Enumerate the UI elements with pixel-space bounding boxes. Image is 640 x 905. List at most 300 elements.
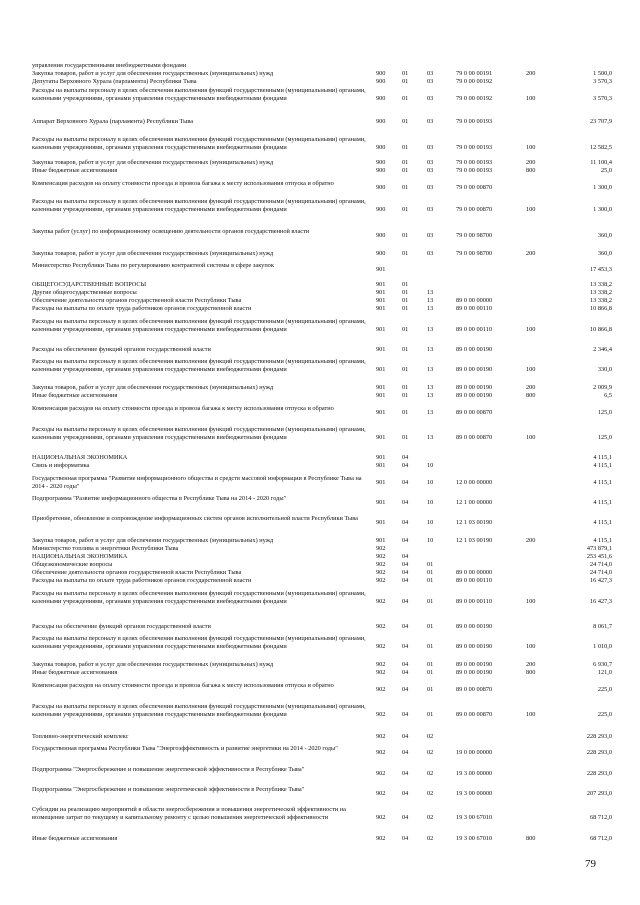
table-row <box>0 661 640 669</box>
table-row <box>0 682 640 697</box>
cell-sum: 125,0 <box>597 434 612 441</box>
cell-pr: 02 <box>427 790 434 797</box>
table-row <box>0 78 640 86</box>
table-row <box>0 561 640 569</box>
cell-pr: 03 <box>427 206 434 213</box>
row-name: Расходы на выплаты персоналу в целях обеспечения выполнения функций государственными (муниципальными) органами, казенными учреждениями, органами управления государственными внебюджетными фондами <box>32 198 366 213</box>
cell-rz: 01 <box>402 434 409 441</box>
table-row <box>0 669 640 677</box>
cell-vr: 100 <box>526 144 536 151</box>
cell-pr: 01 <box>427 686 434 693</box>
row-name: Другие общегосударственные вопросы <box>32 289 137 296</box>
cell-cs: 89 0 00 00190 <box>456 669 493 676</box>
cell-pr: 13 <box>427 384 434 391</box>
cell-pr: 03 <box>427 159 434 166</box>
table-row <box>0 475 640 490</box>
cell-sum: 473 879,1 <box>586 545 612 552</box>
row-name: Расходы на выплаты персоналу в целях обеспечения выполнения функций государственными (муниципальными) органами, казенными учреждениями, органами управления государственными внебюджетными фондами <box>32 703 366 718</box>
cell-cs: 79 0 00 00870 <box>456 206 493 213</box>
cell-pr: 01 <box>427 569 434 576</box>
row-name: Иные бюджетные ассигнования <box>32 167 118 174</box>
cell-cs: 12 1 03 00190 <box>456 519 493 526</box>
row-name: Топливно-энергетический комплекс <box>32 733 129 740</box>
cell-sum: 330,0 <box>597 366 612 373</box>
table-row <box>0 281 640 289</box>
cell-pr: 03 <box>427 167 434 174</box>
cell-ved: 901 <box>376 434 386 441</box>
cell-pr: 03 <box>427 144 434 151</box>
cell-ved: 901 <box>376 346 386 353</box>
cell-pr: 03 <box>427 250 434 257</box>
table-row <box>0 590 640 613</box>
cell-sum: 23 707,9 <box>589 118 612 125</box>
cell-cs: 19 3 00 67010 <box>456 814 493 821</box>
cell-ved: 901 <box>376 392 386 399</box>
page-number: 79 <box>585 858 596 870</box>
row-name: Расходы на выплаты персоналу в целях обеспечения выполнения функций государственными (муниципальными) органами, казенными учреждениями, органами управления государственными внебюджетными фондами <box>32 426 366 441</box>
cell-ved: 901 <box>376 499 386 506</box>
cell-cs: 89 0 00 00190 <box>456 346 493 353</box>
table-row <box>0 228 640 243</box>
table-row <box>0 318 640 341</box>
cell-rz: 01 <box>402 409 409 416</box>
cell-pr: 01 <box>427 623 434 630</box>
cell-cs: 19 0 00 00000 <box>456 749 493 756</box>
table-row <box>0 305 640 313</box>
table-row <box>0 392 640 400</box>
cell-rz: 01 <box>402 305 409 312</box>
table-row <box>0 118 640 126</box>
cell-rz: 04 <box>402 669 409 676</box>
cell-sum: 3 570,3 <box>593 95 612 102</box>
row-name: Министерство Республики Тыва по регулированию контрактной системы в сфере закупок <box>32 262 274 269</box>
cell-sum: 13 338,2 <box>589 281 612 288</box>
table-row <box>0 159 640 167</box>
cell-sum: 68 712,0 <box>589 835 612 842</box>
cell-ved: 900 <box>376 159 386 166</box>
cell-vr: 200 <box>526 250 536 257</box>
table-row <box>0 426 640 449</box>
table-row <box>0 250 640 258</box>
cell-pr: 02 <box>427 733 434 740</box>
row-name: Расходы на выплаты персоналу в целях обеспечения выполнения функций государственными (муниципальными) органами, казенными учреждениями, органами управления государственными внебюджетными фондами <box>32 318 366 333</box>
table-row <box>0 198 640 221</box>
cell-ved: 902 <box>376 569 386 576</box>
table-row <box>0 515 640 530</box>
cell-rz: 01 <box>402 392 409 399</box>
cell-rz: 04 <box>402 790 409 797</box>
cell-vr: 200 <box>526 384 536 391</box>
cell-cs: 89 0 00 00190 <box>456 623 493 630</box>
cell-sum: 13 338,2 <box>589 289 612 296</box>
cell-cs: 89 0 00 00110 <box>456 598 492 605</box>
cell-ved: 902 <box>376 814 386 821</box>
cell-sum: 3 570,3 <box>593 78 612 85</box>
cell-rz: 04 <box>402 499 409 506</box>
cell-sum: 25,0 <box>600 167 612 174</box>
table-row <box>0 766 640 781</box>
row-name: Расходы на выплаты персоналу в целях обеспечения выполнения функций государственными (муниципальными) органами, казенными учреждениями, органами управления государственными внебюджетными фондами <box>32 87 366 102</box>
cell-vr: 200 <box>526 159 536 166</box>
cell-rz: 04 <box>402 561 409 568</box>
row-name: ОБЩЕГОСУДАРСТВЕННЫЕ ВОПРОСЫ <box>32 281 147 288</box>
cell-ved: 901 <box>376 479 386 486</box>
cell-rz: 01 <box>402 206 409 213</box>
cell-cs: 89 0 00 00110 <box>456 305 492 312</box>
cell-sum: 4 115,1 <box>593 454 612 461</box>
cell-pr: 13 <box>427 289 434 296</box>
cell-ved: 902 <box>376 553 386 560</box>
table-row <box>0 733 640 741</box>
row-name: Иные бюджетные ассигнования <box>32 392 118 399</box>
cell-cs: 12 1 00 00000 <box>456 499 493 506</box>
cell-ved: 900 <box>376 184 386 191</box>
row-name: Связь и информатика <box>32 462 90 469</box>
cell-rz: 04 <box>402 749 409 756</box>
row-name: Расходы на выплаты персоналу в целях обеспечения выполнения функций государственными (муниципальными) органами, казенными учреждениями, органами управления государственными внебюджетными фондами <box>32 136 366 151</box>
cell-sum: 17 453,3 <box>589 266 612 273</box>
cell-sum: 4 115,1 <box>593 479 612 486</box>
cell-pr: 03 <box>427 118 434 125</box>
cell-pr: 10 <box>427 499 434 506</box>
cell-pr: 02 <box>427 749 434 756</box>
cell-ved: 902 <box>376 643 386 650</box>
table-row <box>0 358 640 381</box>
cell-ved: 900 <box>376 95 386 102</box>
cell-rz: 01 <box>402 118 409 125</box>
cell-rz: 01 <box>402 346 409 353</box>
cell-ved: 900 <box>376 70 386 77</box>
cell-cs: 89 0 00 00000 <box>456 569 493 576</box>
cell-sum: 13 338,2 <box>589 297 612 304</box>
cell-cs: 12 1 03 00190 <box>456 537 493 544</box>
cell-rz: 04 <box>402 814 409 821</box>
cell-ved: 902 <box>376 561 386 568</box>
cell-pr: 13 <box>427 297 434 304</box>
row-name: Аппарат Верховного Хурала (парламента) Республики Тыва <box>32 118 194 125</box>
cell-cs: 79 0 00 00192 <box>456 78 493 85</box>
cell-ved: 901 <box>376 519 386 526</box>
cell-pr: 01 <box>427 661 434 668</box>
cell-ved: 902 <box>376 749 386 756</box>
cell-rz: 04 <box>402 770 409 777</box>
row-name: Государственная программа Республики Тыва "Энергоэффективность и развитие энергетики на 2014 - 2020 годы" <box>32 745 338 752</box>
cell-ved: 900 <box>376 232 386 239</box>
cell-rz: 01 <box>402 281 409 288</box>
table-row <box>0 289 640 297</box>
cell-ved: 902 <box>376 577 386 584</box>
row-name: Субсидии на реализацию мероприятий в области энергосбережения и повышения энергетической эффективности на возмещение затрат по текущему и капитальному ремонту с целью повышения энергетической эффективности <box>32 806 346 821</box>
table-row <box>0 87 640 110</box>
cell-rz: 04 <box>402 479 409 486</box>
cell-cs: 79 0 00 00193 <box>456 159 493 166</box>
table-row <box>0 346 640 354</box>
cell-pr: 02 <box>427 835 434 842</box>
cell-pr: 13 <box>427 346 434 353</box>
cell-sum: 228 293,0 <box>586 733 612 740</box>
cell-ved: 901 <box>376 266 386 273</box>
table-row <box>0 70 640 78</box>
row-name: Компенсация расходов на оплату стоимости проезда и провоза багажа к месту использования отпуска и обратно <box>32 682 334 689</box>
cell-ved: 900 <box>376 78 386 85</box>
cell-vr: 200 <box>526 70 536 77</box>
cell-pr: 13 <box>427 409 434 416</box>
cell-sum: 4 115,1 <box>593 499 612 506</box>
cell-ved: 901 <box>376 384 386 391</box>
table-row <box>0 136 640 159</box>
cell-pr: 03 <box>427 184 434 191</box>
cell-cs: 89 0 00 00190 <box>456 643 493 650</box>
cell-cs: 19 3 00 00000 <box>456 770 493 777</box>
cell-rz: 01 <box>402 78 409 85</box>
table-row <box>0 545 640 553</box>
cell-rz: 01 <box>402 326 409 333</box>
cell-cs: 19 3 00 67010 <box>456 835 493 842</box>
cell-cs: 79 0 00 00193 <box>456 118 493 125</box>
cell-pr: 03 <box>427 78 434 85</box>
cell-sum: 225,0 <box>597 686 612 693</box>
cell-cs: 79 0 00 00191 <box>456 70 493 77</box>
table-row <box>0 62 640 70</box>
cell-cs: 89 0 00 00190 <box>456 366 493 373</box>
cell-cs: 89 0 00 00000 <box>456 297 493 304</box>
table-row <box>0 806 640 829</box>
cell-pr: 13 <box>427 392 434 399</box>
row-name: Расходы на обеспечение функций органов государственной власти <box>32 346 211 353</box>
cell-rz: 04 <box>402 519 409 526</box>
cell-ved: 902 <box>376 686 386 693</box>
cell-sum: 1 300,0 <box>593 206 612 213</box>
cell-pr: 10 <box>427 479 434 486</box>
cell-ved: 902 <box>376 661 386 668</box>
table-row <box>0 835 640 843</box>
cell-pr: 01 <box>427 711 434 718</box>
table-row <box>0 297 640 305</box>
row-name: Государственная программа "Развитие информационного общества и средств массовой информации в Республике Тыва на 2014 - 2020 годы" <box>32 475 362 490</box>
row-name: Закупка товаров, работ и услуг для обеспечения государственных (муниципальных) нужд <box>32 250 274 257</box>
cell-rz: 04 <box>402 623 409 630</box>
cell-rz: 04 <box>402 537 409 544</box>
cell-rz: 01 <box>402 184 409 191</box>
cell-sum: 6 930,7 <box>593 661 612 668</box>
cell-pr: 03 <box>427 95 434 102</box>
cell-cs: 79 0 00 98700 <box>456 250 493 257</box>
row-name: Расходы на выплаты персоналу в целях обеспечения выполнения функций государственными (муниципальными) органами, казенными учреждениями, органами управления государственными внебюджетными фондами <box>32 358 366 373</box>
cell-ved: 902 <box>376 669 386 676</box>
cell-sum: 121,0 <box>597 669 612 676</box>
cell-rz: 04 <box>402 733 409 740</box>
cell-cs: 89 0 00 00110 <box>456 577 492 584</box>
row-name: Закупка товаров, работ и услуг для обеспечения государственных (муниципальных) нужд <box>32 159 274 166</box>
cell-ved: 902 <box>376 733 386 740</box>
cell-pr: 13 <box>427 305 434 312</box>
cell-sum: 1 500,0 <box>593 70 612 77</box>
table-row <box>0 577 640 585</box>
cell-pr: 10 <box>427 537 434 544</box>
cell-ved: 901 <box>376 305 386 312</box>
cell-sum: 24 714,0 <box>589 569 612 576</box>
cell-sum: 2 009,9 <box>593 384 612 391</box>
table-row <box>0 553 640 561</box>
cell-cs: 79 0 00 00193 <box>456 167 493 174</box>
cell-rz: 04 <box>402 711 409 718</box>
table-row <box>0 703 640 726</box>
cell-pr: 01 <box>427 643 434 650</box>
table-row <box>0 537 640 545</box>
cell-pr: 01 <box>427 561 434 568</box>
cell-rz: 01 <box>402 250 409 257</box>
cell-cs: 89 0 00 00870 <box>456 409 493 416</box>
cell-rz: 01 <box>402 70 409 77</box>
cell-ved: 901 <box>376 289 386 296</box>
cell-vr: 100 <box>526 434 536 441</box>
cell-pr: 01 <box>427 577 434 584</box>
cell-pr: 03 <box>427 232 434 239</box>
cell-rz: 04 <box>402 661 409 668</box>
row-name: Закупка товаров, работ и услуг для обеспечения государственных (муниципальных) нужд <box>32 384 274 391</box>
row-name: Компенсация расходов на оплату стоимости проезда и провоза багажа к месту использования отпуска и обратно <box>32 405 334 412</box>
cell-ved: 901 <box>376 537 386 544</box>
row-name: НАЦИОНАЛЬНАЯ ЭКОНОМИКА <box>32 553 128 560</box>
cell-rz: 04 <box>402 835 409 842</box>
cell-rz: 04 <box>402 686 409 693</box>
cell-rz: 01 <box>402 232 409 239</box>
row-name: Подпрограмма "Энергосбережение и повышение энергетической эффективности в Республике Тыва" <box>32 786 305 793</box>
cell-vr: 800 <box>526 669 536 676</box>
row-name: Закупка товаров, работ и услуг для обеспечения государственных (муниципальных) нужд <box>32 70 274 77</box>
cell-ved: 900 <box>376 167 386 174</box>
cell-vr: 100 <box>526 326 536 333</box>
cell-vr: 800 <box>526 392 536 399</box>
cell-sum: 360,0 <box>597 232 612 239</box>
row-name: Иные бюджетные ассигнования <box>32 669 118 676</box>
cell-pr: 02 <box>427 770 434 777</box>
cell-pr: 10 <box>427 519 434 526</box>
cell-sum: 10 866,8 <box>589 326 612 333</box>
cell-sum: 253 451,6 <box>586 553 612 560</box>
cell-ved: 901 <box>376 297 386 304</box>
row-name: Компенсация расходов на оплату стоимости проезда и провоза багажа к месту использования отпуска и обратно <box>32 180 334 187</box>
cell-cs: 79 0 00 00193 <box>456 144 493 151</box>
cell-rz: 01 <box>402 159 409 166</box>
cell-rz: 04 <box>402 643 409 650</box>
row-name: Расходы на выплаты по оплате труда работников органов государственной власти <box>32 305 252 312</box>
cell-cs: 12 0 00 00000 <box>456 479 493 486</box>
table-row <box>0 635 640 658</box>
table-row <box>0 462 640 470</box>
cell-pr: 13 <box>427 366 434 373</box>
cell-vr: 100 <box>526 366 536 373</box>
table-row <box>0 180 640 195</box>
cell-rz: 01 <box>402 384 409 391</box>
row-name: Подпрограмма "Энергосбережение и повышение энергетической эффективности в Республике Тыва" <box>32 766 305 773</box>
cell-sum: 125,0 <box>597 409 612 416</box>
cell-pr: 01 <box>427 669 434 676</box>
cell-cs: 89 0 00 00870 <box>456 434 493 441</box>
row-name: управления государственными внебюджетными фондами <box>32 62 187 69</box>
cell-ved: 901 <box>376 366 386 373</box>
table-row <box>0 384 640 392</box>
cell-cs: 89 0 00 00190 <box>456 392 493 399</box>
cell-ved: 900 <box>376 206 386 213</box>
cell-ved: 902 <box>376 545 386 552</box>
cell-sum: 4 115,1 <box>593 537 612 544</box>
cell-ved: 902 <box>376 790 386 797</box>
cell-pr: 03 <box>427 70 434 77</box>
cell-sum: 12 582,5 <box>589 144 612 151</box>
cell-rz: 01 <box>402 366 409 373</box>
row-name: Иные бюджетные ассигнования <box>32 835 118 842</box>
cell-pr: 02 <box>427 814 434 821</box>
row-name: Расходы на выплаты персоналу в целях обеспечения выполнения функций государственными (муниципальными) органами, казенными учреждениями, органами управления государственными внебюджетными фондами <box>32 635 366 650</box>
cell-vr: 800 <box>526 167 536 174</box>
row-name: Общеэкономические вопросы <box>32 561 113 568</box>
cell-ved: 901 <box>376 326 386 333</box>
cell-vr: 800 <box>526 835 536 842</box>
cell-ved: 901 <box>376 281 386 288</box>
cell-cs: 79 0 00 00870 <box>456 184 493 191</box>
row-name: Обеспечение деятельности органов государственной власти Республики Тыва <box>32 569 242 576</box>
cell-ved: 902 <box>376 623 386 630</box>
cell-cs: 89 0 00 00870 <box>456 686 493 693</box>
cell-rz: 01 <box>402 95 409 102</box>
cell-sum: 16 427,3 <box>589 577 612 584</box>
cell-sum: 207 293,0 <box>586 790 612 797</box>
cell-pr: 13 <box>427 434 434 441</box>
cell-cs: 89 0 00 00110 <box>456 326 492 333</box>
cell-sum: 4 115,1 <box>593 462 612 469</box>
cell-vr: 200 <box>526 661 536 668</box>
row-name: Расходы на выплаты персоналу в целях обеспечения выполнения функций государственными (муниципальными) органами, казенными учреждениями, органами управления государственными внебюджетными фондами <box>32 590 366 605</box>
cell-ved: 902 <box>376 835 386 842</box>
cell-vr: 200 <box>526 537 536 544</box>
cell-rz: 04 <box>402 598 409 605</box>
row-name: Расходы на выплаты по оплате труда работников органов государственной власти <box>32 577 252 584</box>
cell-sum: 11 100,4 <box>590 159 612 166</box>
cell-rz: 04 <box>402 577 409 584</box>
cell-ved: 902 <box>376 711 386 718</box>
cell-sum: 6,5 <box>604 392 612 399</box>
cell-sum: 228 293,0 <box>586 770 612 777</box>
cell-cs: 89 0 00 00870 <box>456 711 493 718</box>
cell-vr: 100 <box>526 711 536 718</box>
cell-rz: 01 <box>402 167 409 174</box>
cell-ved: 901 <box>376 409 386 416</box>
row-name: Закупка товаров, работ и услуг для обеспечения государственных (муниципальных) нужд <box>32 661 274 668</box>
cell-ved: 902 <box>376 770 386 777</box>
row-name: Министерство топлива и энергетики Республики Тыва <box>32 545 179 552</box>
cell-rz: 04 <box>402 553 409 560</box>
row-name: Закупка товаров, работ и услуг для обеспечения государственных (муниципальных) нужд <box>32 537 274 544</box>
cell-vr: 100 <box>526 206 536 213</box>
row-name: Закупка работ (услуг) по информационному освещению деятельности органов государственной власти <box>32 228 310 235</box>
row-name: Подпрограмма "Развитие информационного общества в Республике Тыва на 2014 - 2020 годы" <box>32 495 287 502</box>
cell-vr: 100 <box>526 598 536 605</box>
table-row <box>0 495 640 510</box>
cell-sum: 360,0 <box>597 250 612 257</box>
row-name: Депутаты Верховного Хурала (парламента) Республики Тыва <box>32 78 197 85</box>
cell-sum: 228 293,0 <box>586 749 612 756</box>
cell-sum: 1 300,0 <box>593 184 612 191</box>
cell-ved: 901 <box>376 454 386 461</box>
cell-rz: 01 <box>402 289 409 296</box>
table-row <box>0 262 640 277</box>
cell-ved: 900 <box>376 144 386 151</box>
table-row <box>0 454 640 462</box>
cell-cs: 89 0 00 00190 <box>456 661 493 668</box>
table-row <box>0 745 640 760</box>
cell-sum: 16 427,3 <box>589 598 612 605</box>
